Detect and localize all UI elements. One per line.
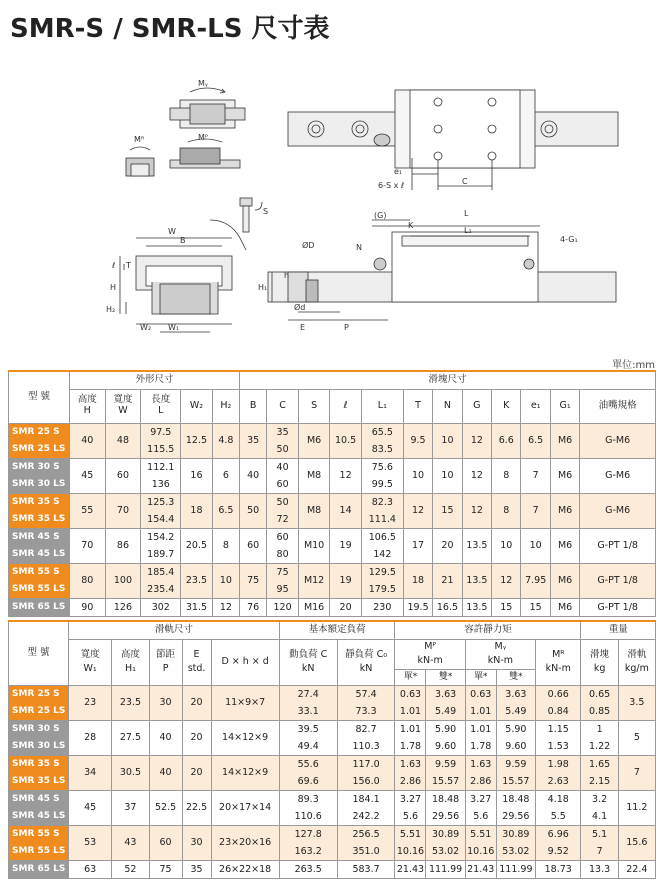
table-cell: M16	[298, 598, 330, 616]
label-od: ØD	[302, 241, 315, 250]
header-col-0: 高度 H	[69, 389, 105, 423]
table-cell: 55	[69, 493, 105, 528]
table-cell: 76	[240, 598, 267, 616]
header-col-16: 油嘴規格	[580, 389, 656, 423]
header-mp-double: 雙*	[426, 669, 465, 685]
table-cell: 23	[68, 685, 111, 720]
table-row	[9, 563, 656, 598]
label-k: K	[408, 221, 414, 230]
table-cell: 60	[149, 825, 182, 860]
model-cell: SMR 35 S SMR 35 LS	[9, 493, 70, 528]
table-cell: 15.6	[618, 825, 655, 860]
table-cell: 23.5	[181, 563, 213, 598]
table-cell: 53	[68, 825, 111, 860]
table-cell: 120	[267, 598, 299, 616]
header-block-weight: 滑塊 kg	[581, 639, 618, 685]
header-col-7: S	[298, 389, 330, 423]
table-row	[9, 423, 656, 458]
label-h1: H₁	[258, 283, 268, 292]
table-cell: 82.7 110.3	[337, 720, 395, 755]
header-my-single: 單*	[465, 669, 496, 685]
header-h1: 高度 H₁	[112, 639, 149, 685]
table-cell: 12	[492, 563, 521, 598]
table-cell: 52	[112, 860, 149, 878]
table-cell: 0.63 1.01	[465, 685, 496, 720]
table-cell: 19	[330, 528, 362, 563]
table-cell: M10	[298, 528, 330, 563]
table-cell: 40	[69, 423, 105, 458]
table-cell: 35	[182, 860, 211, 878]
table-cell: 14	[330, 493, 362, 528]
table-cell: G-M6	[580, 423, 656, 458]
table-cell: 75 95	[267, 563, 299, 598]
table-cell: 10	[433, 458, 462, 493]
table-cell: 40	[149, 720, 182, 755]
table-cell: 20	[182, 720, 211, 755]
table-cell: 27.5	[112, 720, 149, 755]
unit-label: 單位:mm	[612, 360, 655, 371]
table-cell: 21.43	[395, 860, 426, 878]
header-col-11: N	[433, 389, 462, 423]
table-cell: 18.48 29.56	[426, 790, 465, 825]
table-cell: 5.51 10.16	[465, 825, 496, 860]
table-cell: 17	[403, 528, 432, 563]
label-w1: W₁	[168, 323, 180, 332]
model-cell: SMR 30 S SMR 30 LS	[9, 458, 70, 493]
mr-view	[126, 147, 154, 176]
header-mp: Mᴾ kN-m	[395, 639, 465, 669]
table-row	[9, 790, 656, 825]
table-cell: 1.01 1.78	[465, 720, 496, 755]
table-cell: M6	[550, 528, 579, 563]
table-cell: M6	[298, 423, 330, 458]
table-cell: 16.5	[433, 598, 462, 616]
label-bolts: 6-S x ℓ	[378, 181, 405, 190]
label-t: T	[126, 261, 131, 270]
table-cell: 3.27 5.6	[465, 790, 496, 825]
header-static-moment: 容許靜力矩	[395, 621, 581, 639]
table-cell: 30.89 53.02	[426, 825, 465, 860]
model-cell: SMR 30 S SMR 30 LS	[9, 720, 69, 755]
table-cell: 5.1 7	[581, 825, 618, 860]
model-cell: SMR 65 LS	[9, 598, 70, 616]
header-c: 動負荷 C kN	[279, 639, 337, 685]
table-cell: 40	[240, 458, 267, 493]
header-dhd: D × h × d	[211, 639, 279, 685]
table-cell: M6	[550, 563, 579, 598]
table-cell: 22.4	[618, 860, 655, 878]
table-cell: 23.5	[112, 685, 149, 720]
table-cell: 1.15 1.53	[536, 720, 581, 755]
top-view	[288, 90, 618, 190]
table-cell: 40	[149, 755, 182, 790]
table-cell: 9.5	[403, 423, 432, 458]
table-cell: 5.51 10.16	[395, 825, 426, 860]
header-mp-single: 單*	[395, 669, 426, 685]
label-b: B	[180, 236, 186, 245]
rail-load-table	[8, 620, 656, 879]
table-row	[9, 720, 656, 755]
table-cell: 106.5 142	[361, 528, 403, 563]
table-cell: 9.59 15.57	[426, 755, 465, 790]
table-cell: 129.5 179.5	[361, 563, 403, 598]
table-cell: 13.5	[462, 563, 491, 598]
table-cell: 75	[240, 563, 267, 598]
table-cell: 583.7	[337, 860, 395, 878]
table-cell: 5	[618, 720, 655, 755]
header-e: E std.	[182, 639, 211, 685]
table-cell: 230	[361, 598, 403, 616]
table-cell: 48	[105, 423, 141, 458]
label-od-small: Ød	[294, 303, 306, 312]
table-cell: 6.5	[521, 423, 550, 458]
table-cell: 10	[433, 423, 462, 458]
table-cell: 14×12×9	[211, 755, 279, 790]
table-cell: 185.4 235.4	[141, 563, 181, 598]
table-cell: 34	[68, 755, 111, 790]
table-row	[9, 860, 656, 878]
header-w1: 寬度 W₁	[68, 639, 111, 685]
page-title: SMR-S / SMR-LS 尺寸表	[10, 14, 330, 44]
table-cell: 7	[521, 458, 550, 493]
table-cell: 100	[105, 563, 141, 598]
label-l1: L₁	[464, 226, 472, 235]
header-my-double: 雙*	[496, 669, 535, 685]
model-cell: SMR 35 S SMR 35 LS	[9, 755, 69, 790]
table-cell: 60	[105, 458, 141, 493]
header-col-13: K	[492, 389, 521, 423]
table-cell: 184.1 242.2	[337, 790, 395, 825]
table-cell: G-M6	[580, 458, 656, 493]
header-model: 型 號	[9, 371, 70, 423]
table-cell: 28	[68, 720, 111, 755]
table-cell: 27.4 33.1	[279, 685, 337, 720]
table-cell: 1.01 1.78	[395, 720, 426, 755]
table-cell: 9.59 15.57	[496, 755, 535, 790]
mp-view	[170, 139, 240, 168]
table-row	[9, 598, 656, 616]
table-cell: 12	[212, 598, 239, 616]
table-cell: 23×20×16	[211, 825, 279, 860]
table-cell: 18.48 29.56	[496, 790, 535, 825]
table-cell: 20	[433, 528, 462, 563]
table-cell: 11×9×7	[211, 685, 279, 720]
table-cell: 6.5	[212, 493, 239, 528]
table-cell: 11.2	[618, 790, 655, 825]
table-cell: 63	[68, 860, 111, 878]
label-big-l: L	[464, 209, 469, 218]
table-cell: 18	[403, 563, 432, 598]
model-cell: SMR 25 S SMR 25 LS	[9, 423, 70, 458]
table-cell: 82.3 111.4	[361, 493, 403, 528]
header-p: 節距 P	[149, 639, 182, 685]
table-cell: 125.3 154.4	[141, 493, 181, 528]
table-cell: 75.6 99.5	[361, 458, 403, 493]
table-cell: 35 50	[267, 423, 299, 458]
table-cell: 12	[330, 458, 362, 493]
table-cell: M8	[298, 458, 330, 493]
table-cell: 1.65 2.15	[581, 755, 618, 790]
table-cell: 89.3 110.6	[279, 790, 337, 825]
table-cell: 30	[149, 685, 182, 720]
table-cell: 20	[182, 755, 211, 790]
table-cell: 12	[462, 458, 491, 493]
label-c: C	[462, 177, 468, 186]
header-col-9: L₁	[361, 389, 403, 423]
table-cell: 31.5	[181, 598, 213, 616]
model-cell: SMR 45 S SMR 45 LS	[9, 528, 70, 563]
table-cell: 90	[69, 598, 105, 616]
table-cell: 12.5	[181, 423, 213, 458]
table-cell: 10	[212, 563, 239, 598]
label-w: W	[168, 227, 176, 236]
table-cell: 70	[105, 493, 141, 528]
table-cell: 50	[240, 493, 267, 528]
header-basic-load: 基本額定負荷	[279, 621, 395, 639]
table-cell: M12	[298, 563, 330, 598]
table-cell: 3.63 5.49	[496, 685, 535, 720]
table-cell: 75	[149, 860, 182, 878]
label-e: E	[300, 323, 306, 332]
header-my: Mᵧ kN-m	[465, 639, 535, 669]
label-s: S	[263, 207, 269, 216]
table-cell: 111.99	[496, 860, 535, 878]
label-mp: Mᴾ	[198, 133, 208, 142]
table-cell: 13.5	[462, 528, 491, 563]
header-outer-dims: 外形尺寸	[69, 371, 239, 389]
table-cell: 13.5	[462, 598, 491, 616]
table-cell: 20×17×14	[211, 790, 279, 825]
table-cell: 37	[112, 790, 149, 825]
table-row	[9, 493, 656, 528]
header-col-10: T	[403, 389, 432, 423]
table-cell: 10.5	[330, 423, 362, 458]
table-cell: M6	[550, 458, 579, 493]
model-cell: SMR 45 S SMR 45 LS	[9, 790, 69, 825]
table-cell: 21	[433, 563, 462, 598]
table-row	[9, 755, 656, 790]
table-cell: 20	[182, 685, 211, 720]
table-cell: 30	[182, 825, 211, 860]
model-cell: SMR 25 S SMR 25 LS	[9, 685, 69, 720]
table-cell: 13.3	[581, 860, 618, 878]
table-cell: 30.89 53.02	[496, 825, 535, 860]
header-col-4: H₂	[212, 389, 239, 423]
table-cell: G-M6	[580, 493, 656, 528]
table-cell: 60 80	[267, 528, 299, 563]
table-cell: 80	[69, 563, 105, 598]
label-l-small: ℓ	[112, 261, 116, 270]
table-cell: 4.8	[212, 423, 239, 458]
table-cell: 12	[462, 493, 491, 528]
table-cell: 8	[492, 458, 521, 493]
table-cell: 21.43	[465, 860, 496, 878]
table-cell: 7.95	[521, 563, 550, 598]
table-cell: 126	[105, 598, 141, 616]
table-cell: M8	[298, 493, 330, 528]
table-cell: 10	[492, 528, 521, 563]
table-cell: 55.6 69.6	[279, 755, 337, 790]
label-h: H	[110, 283, 117, 292]
table-cell: G-PT 1/8	[580, 598, 656, 616]
table-cell: 60	[240, 528, 267, 563]
table-cell: 1 1.22	[581, 720, 618, 755]
table-cell: 302	[141, 598, 181, 616]
model-cell: SMR 55 S SMR 55 LS	[9, 825, 69, 860]
label-n: N	[356, 243, 362, 252]
table-cell: 5.90 9.60	[426, 720, 465, 755]
table-cell: 0.65 0.85	[581, 685, 618, 720]
bolt-detail	[210, 198, 262, 250]
header-weight: 重量	[581, 621, 656, 639]
header-col-15: G₁	[550, 389, 579, 423]
table-cell: G-PT 1/8	[580, 528, 656, 563]
header-col-8: ℓ	[330, 389, 362, 423]
header-mr: Mᴿ kN-m	[536, 639, 581, 685]
table-cell: M6	[550, 493, 579, 528]
table-cell: 3.5	[618, 685, 655, 720]
label-h-small: h	[284, 271, 290, 280]
table-cell: 86	[105, 528, 141, 563]
table-cell: 10	[521, 528, 550, 563]
dimension-table	[8, 370, 656, 617]
header-col-12: G	[462, 389, 491, 423]
table-cell: 39.5 49.4	[279, 720, 337, 755]
table-cell: 7	[521, 493, 550, 528]
table-cell: 154.2 189.7	[141, 528, 181, 563]
table-cell: 43	[112, 825, 149, 860]
my-view	[170, 88, 245, 128]
table-cell: 8	[212, 528, 239, 563]
table-cell: 15	[492, 598, 521, 616]
table-cell: 12	[462, 423, 491, 458]
header-col-2: 長度 L	[141, 389, 181, 423]
header-block-dims: 滑塊尺寸	[240, 371, 656, 389]
table-cell: 50 72	[267, 493, 299, 528]
table-cell: G-PT 1/8	[580, 563, 656, 598]
table-cell: 15	[521, 598, 550, 616]
table-row	[9, 528, 656, 563]
table-cell: 70	[69, 528, 105, 563]
header-col-3: W₂	[181, 389, 213, 423]
table-cell: 10	[403, 458, 432, 493]
table-cell: 16	[181, 458, 213, 493]
table-cell: 45	[68, 790, 111, 825]
model-cell: SMR 55 S SMR 55 LS	[9, 563, 70, 598]
table-cell: 1.63 2.86	[465, 755, 496, 790]
table-cell: M6	[550, 598, 579, 616]
table-cell: 7	[618, 755, 655, 790]
table-cell: 6	[212, 458, 239, 493]
table-cell: 45	[69, 458, 105, 493]
header-rail-weight: 滑軌 kg/m	[618, 639, 655, 685]
technical-drawing	[0, 70, 663, 360]
label-g: (G)	[374, 211, 387, 220]
header-c0: 靜負荷 C₀ kN	[337, 639, 395, 685]
table-cell: 97.5 115.5	[141, 423, 181, 458]
table-cell: 112.1 136	[141, 458, 181, 493]
table-cell: 12	[403, 493, 432, 528]
label-h2: H₂	[106, 305, 116, 314]
label-e1: e₁	[394, 167, 403, 176]
label-w2: W₂	[140, 323, 152, 332]
table-cell: 3.27 5.6	[395, 790, 426, 825]
table-cell: 15	[433, 493, 462, 528]
table-cell: M6	[550, 423, 579, 458]
front-view	[120, 238, 232, 332]
table-cell: 40 60	[267, 458, 299, 493]
table-cell: 1.63 2.86	[395, 755, 426, 790]
table-row	[9, 458, 656, 493]
table-cell: 6.6	[492, 423, 521, 458]
header-col-5: B	[240, 389, 267, 423]
table-cell: 117.0 156.0	[337, 755, 395, 790]
model-cell: SMR 65 LS	[9, 860, 69, 878]
table-cell: 4.18 5.5	[536, 790, 581, 825]
table-cell: 14×12×9	[211, 720, 279, 755]
table-cell: 3.63 5.49	[426, 685, 465, 720]
header-col-1: 寬度 W	[105, 389, 141, 423]
table-cell: 1.98 2.63	[536, 755, 581, 790]
label-mr: Mᴿ	[134, 135, 145, 144]
table-row	[9, 685, 656, 720]
table-cell: 0.66 0.84	[536, 685, 581, 720]
table-cell: 8	[492, 493, 521, 528]
header-col-14: e₁	[521, 389, 550, 423]
header-model-2: 型 號	[9, 621, 69, 685]
label-g1: 4-G₁	[560, 235, 578, 244]
table-cell: 18.73	[536, 860, 581, 878]
table-cell: 256.5 351.0	[337, 825, 395, 860]
table-cell: 57.4 73.3	[337, 685, 395, 720]
header-col-6: C	[267, 389, 299, 423]
label-my: Mᵧ	[198, 79, 208, 88]
table-cell: 22.5	[182, 790, 211, 825]
table-cell: 52.5	[149, 790, 182, 825]
table-cell: 26×22×18	[211, 860, 279, 878]
table-cell: 35	[240, 423, 267, 458]
table-cell: 0.63 1.01	[395, 685, 426, 720]
table-cell: 20	[330, 598, 362, 616]
table-cell: 30.5	[112, 755, 149, 790]
table-cell: 111.99	[426, 860, 465, 878]
label-p: P	[344, 323, 349, 332]
table-cell: 263.5	[279, 860, 337, 878]
table-cell: 19.5	[403, 598, 432, 616]
table-cell: 3.2 4.1	[581, 790, 618, 825]
table-cell: 19	[330, 563, 362, 598]
table-cell: 20.5	[181, 528, 213, 563]
table-cell: 127.8 163.2	[279, 825, 337, 860]
table-cell: 65.5 83.5	[361, 423, 403, 458]
table-cell: 6.96 9.52	[536, 825, 581, 860]
table-row	[9, 825, 656, 860]
header-rail-dims: 滑軌尺寸	[68, 621, 279, 639]
table-cell: 5.90 9.60	[496, 720, 535, 755]
table-cell: 18	[181, 493, 213, 528]
